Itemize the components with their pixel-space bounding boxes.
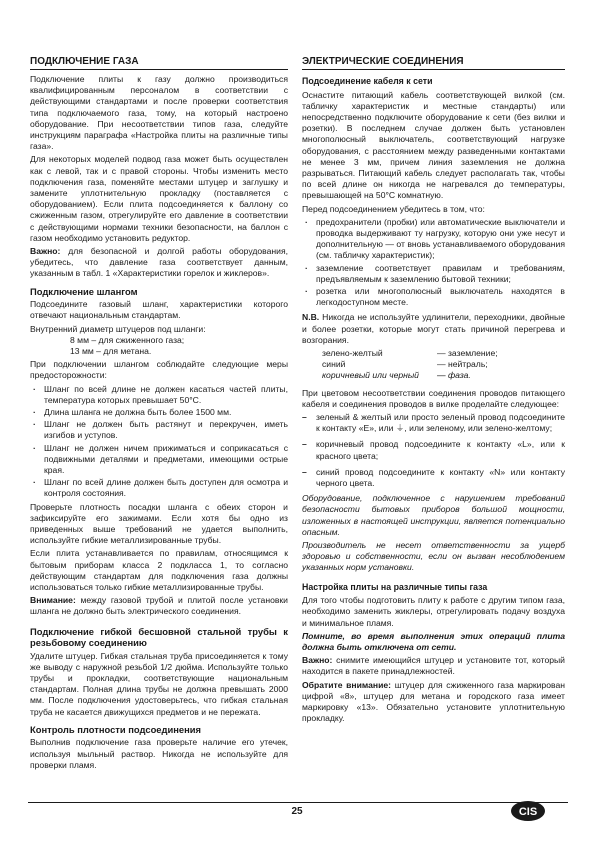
list-item: · Шланг по всей длине не должен касаться частей плиты, температура которых превышает 50°С. <box>30 384 288 406</box>
right-column <box>302 44 565 726</box>
paragraph: N.B. Никогда не используйте удлинители, переходники, двойные и более розетки, которые могут стать причиной перегрева и возгорания. <box>302 312 565 345</box>
list-item: · Шланг не должен ничем прижиматься и соприкасаться с подвижными деталями и предметами, имеющими острые края. <box>30 443 288 477</box>
paragraph: Проверьте плотность посадки шланга с обеих сторон и зафиксируйте его зажимами. Если хотя бы одно из приведенных выше требований не удается выполнить, используйте гибкие металлизированные трубы. <box>30 501 288 546</box>
flex-pipe-heading: Подключение гибкой бесшовной стальной трубы к резьбовому соединению <box>30 625 288 649</box>
electrical-title: ЭЛЕКТРИЧЕСКИЕ СОЕДИНЕНИЯ <box>302 56 565 70</box>
wire-color: синий <box>322 359 346 370</box>
important-label: Важно: <box>302 655 333 666</box>
italic-note: Оборудование, подключенное с нарушением требований безопасности бытовых приборов большой мощности, изложенных в настоящей инструкции, является потенциально опасным. <box>302 493 565 537</box>
leak-check-heading: Контроль плотности подсоединения <box>30 723 201 735</box>
footer-rule <box>28 802 568 803</box>
wire-color: коричневый или черный <box>322 370 419 381</box>
diameter-item: 13 мм – для метана. <box>70 345 152 356</box>
paragraph: Внутренний диаметр штуцеров под шланги: <box>30 323 206 334</box>
wire-instructions-list <box>302 412 565 489</box>
hose-connection-heading: Подключение шлангом <box>30 285 138 297</box>
checklist <box>302 217 565 309</box>
paragraph: Оснастите питающий кабель соответствующей вилкой (см. табличку характеристик и местные стандарты) или непосредственно подключите оборудование к сети (без вилки и розетки). В последнем случае должен быть установлен многополюсный выключатель, соответствующий нагрузке оборудования, с расстоянием между разведенными контактами не менее 3 мм, причем линия заземления не должна разрываться. Питающий кабель следует располагать так, чтобы по всей длине он никогда не нагревался до температуры, превышающей на 50°С комнатную. <box>302 89 565 201</box>
paragraph: Перед подсоединением убедитесь в том, что: <box>302 203 485 214</box>
paragraph: Если плита устанавливается по правилам, относящимся к бытовым приборам класса 2 подкласса 1, то согласно действующим стандартам для подключения газа должны использоваться только гибкие металлизированные трубы. <box>30 548 288 593</box>
wire-color: зелено-желтый <box>322 347 383 358</box>
paragraph: Важно: для безопасной и долгой работы оборудования, убедитесь, что давление газа соответствует данным, указанным в табл. 1 «Характеристики горелок и жиклеров». <box>30 246 288 279</box>
important-label: Важно: <box>30 246 61 257</box>
cable-connection-heading: Подсоединение кабеля к сети <box>302 76 433 86</box>
paragraph: Внимание: между газовой трубой и плитой после установки шланга не должно быть электрического соединения. <box>30 595 288 617</box>
paragraph: При цветовом несоответствии соединения проводов питающего кабеля и соединения проводов в вилке проделайте следующее: <box>302 387 565 409</box>
list-item: · Шланг не должен быть растянут и перекручен, иметь изгибов и уступов. <box>30 419 288 441</box>
warning-note: Помните, во время выполнения этих операций плита должна быть отключена от сети. <box>302 630 565 652</box>
cis-region-badge <box>510 800 546 822</box>
list-item: – зеленый & желтый или просто зеленый провод подсоедините к контакту «E», или ⏚, или зеленому, или зелено-желтому; <box>302 412 565 434</box>
wire-meaning: — фаза. <box>437 370 471 381</box>
list-item: – синий провод подсоедините к контакту «N» или контакту черного цвета. <box>302 467 565 489</box>
italic-note: Производитель не несет ответственности за ущерб здоровью и собственности, если он вызван несоблюдением указанных норм установки. <box>302 540 565 573</box>
list-item: · розетка или многополюсный выключатель находятся в легкодоступном месте. <box>302 286 565 308</box>
diameter-item: 8 мм – для сжиженного газа; <box>70 334 185 345</box>
paragraph: Для некоторых моделей подвод газа может быть осуществлен как с левой, так и с правой стороны. Чтобы изменить место подключения газа, поменяйте местами штуцер и заглушку и замените уплотнительную прокладку (поставляется с оборудованием). Если плита подсоединяется к баллону со сжиженным газом, отрегулируйте его давление в соответствии с действующими нормами техники безопасности, на баллон с газом необходимо установить редуктор. <box>30 154 288 243</box>
hose-precautions-list <box>30 384 288 500</box>
list-item: · заземление соответствует правилам и требованиям, предъявляемым к заземлению бытовой техники; <box>302 263 565 285</box>
wire-color-table <box>302 348 565 382</box>
wire-meaning: — заземление; <box>437 347 498 358</box>
paragraph: Подсоедините газовый шланг, характеристики которого отвечают национальным стандартам. <box>30 299 288 321</box>
list-item: · Шланг по всей длине должен быть доступен для осмотра и контроля состояния. <box>30 477 288 499</box>
paragraph: Важно: снимите имеющийся штуцер и установите тот, который находится в пакете принадлежностей. <box>302 655 565 677</box>
badge-label: CIS <box>518 806 538 818</box>
paragraph: Для того чтобы подготовить плиту к работе с другим типом газа, необходимо заменить жиклеры, отрегулировать подачу воздуха и минимальное пламя. <box>302 595 565 628</box>
paragraph: Выполнив подключение газа проверьте наличие его утечек, используя мыльный раствор. Никогда не используйте для проверки пламя. <box>30 737 288 770</box>
nb-label: N.B. <box>302 312 320 323</box>
gas-connection-title: ПОДКЛЮЧЕНИЕ ГАЗА <box>30 56 288 70</box>
page-number: 25 <box>291 806 303 817</box>
paragraph: При подключении шлангом соблюдайте следующие меры предосторожности: <box>30 359 288 381</box>
paragraph: Обратите внимание: штуцер для сжиженного газа маркирован цифрой «8», штуцер для метана и городского газа имеет маркировку «13». Обязательно установите уплотнительную прокладку. <box>302 679 565 724</box>
paragraph: Подключение плиты к газу должно производиться квалифицированным персоналом в соответствии с действующими стандартами и после проверки соответствия типа подключаемого газа, тому, на который настроено оборудование. При несоответствии типов газа, следуйте инструкциям параграфа «Настройка плиты на различные типы газа». <box>30 74 288 152</box>
attention-label: Внимание: <box>30 595 76 606</box>
list-item: – коричневый провод подсоедините к контакту «L», или к красного цвета; <box>302 439 565 461</box>
gas-adjustment-heading: Настройка плиты на различные типы газа <box>302 581 488 592</box>
list-item: · предохранители (пробки) или автоматические выключатели и проводка выдерживают ту нагрузку, которую они уже несут и дополнительную — от вновь устанавливаемого оборудования (см. табличку характеристик); <box>302 217 565 262</box>
wire-meaning: — нейтраль; <box>437 359 488 370</box>
list-item: · Длина шланга не должна быть более 1500 мм. <box>30 407 288 418</box>
paragraph: Удалите штуцер. Гибкая стальная труба присоединяется к тому же выводу с наружной резьбой 1/2 дюйма. Используйте только трубы и прокладки, соответствующие национальным стандартам. Полная длина трубы не должна превышать 2000 мм. После подключения удостоверьтесь, что гибкая стальная труба не касается движущихся предметов и не пережата. <box>30 650 288 717</box>
left-column <box>30 44 288 773</box>
attention-label: Обратите внимание: <box>302 679 392 690</box>
